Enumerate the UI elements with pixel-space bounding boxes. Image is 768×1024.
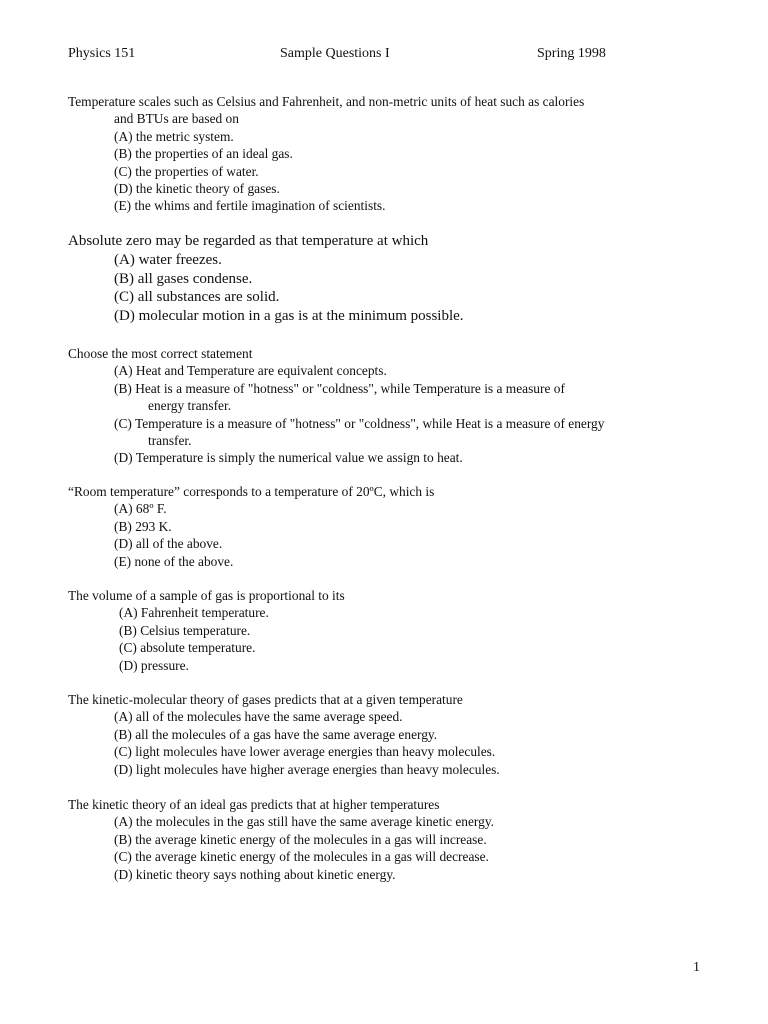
term-label: Spring 1998 [537, 46, 606, 61]
answer-option: (A) the molecules in the gas still have the same average kinetic energy. [114, 814, 495, 830]
question-stem: “Room temperature” corresponds to a temperature of 20ºC, which is [68, 484, 435, 499]
answer-option: (C) light molecules have lower average energies than heavy molecules. [114, 744, 496, 760]
answer-option-continued: transfer. [148, 433, 192, 449]
question-7 [68, 796, 708, 883]
answer-option: (B) the properties of an ideal gas. [114, 146, 293, 162]
question-stem-continued: and BTUs are based on [114, 111, 239, 127]
answer-option: (C) the properties of water. [114, 163, 259, 179]
answer-option-continued: energy transfer. [148, 398, 232, 414]
answer-option: (A) all of the molecules have the same average speed. [114, 709, 403, 725]
answer-option: (A) Heat and Temperature are equivalent concepts. [114, 363, 387, 379]
page-number: 1 [693, 960, 700, 975]
question-stem: Absolute zero may be regarded as that temperature at which [68, 233, 429, 249]
question-6 [68, 691, 708, 778]
question-4 [68, 483, 708, 570]
document-title: Sample Questions I [280, 46, 390, 61]
question-stem: Temperature scales such as Celsius and Fahrenheit, and non-metric units of heat such as calories [68, 94, 585, 109]
answer-option: (C) absolute temperature. [119, 640, 256, 656]
answer-option: (D) pressure. [119, 657, 189, 673]
question-stem: The kinetic theory of an ideal gas predicts that at higher temperatures [68, 797, 440, 812]
answer-option: (D) kinetic theory says nothing about kinetic energy. [114, 866, 396, 882]
page-header [68, 46, 628, 66]
answer-option: (D) Temperature is simply the numerical value we assign to heat. [114, 450, 463, 466]
answer-option: (B) Celsius temperature. [119, 622, 251, 638]
answer-option: (A) 68º F. [114, 501, 167, 517]
answer-option: (A) water freezes. [114, 251, 222, 268]
answer-option: (E) none of the above. [114, 553, 234, 569]
answer-option: (A) Fahrenheit temperature. [119, 605, 269, 621]
question-3 [68, 345, 708, 467]
answer-option: (D) molecular motion in a gas is at the minimum possible. [114, 308, 464, 325]
question-stem: The kinetic-molecular theory of gases predicts that at a given temperature [68, 692, 463, 707]
answer-option: (B) the average kinetic energy of the molecules in a gas will increase. [114, 831, 487, 847]
course-name: Physics 151 [68, 46, 136, 61]
answer-option: (C) the average kinetic energy of the molecules in a gas will decrease. [114, 849, 489, 865]
answer-option: (B) 293 K. [114, 518, 172, 534]
answer-option: (A) the metric system. [114, 128, 234, 144]
answer-option: (B) all gases condense. [114, 270, 253, 287]
question-stem: Choose the most correct statement [68, 346, 253, 361]
answer-option: (E) the whims and fertile imagination of scientists. [114, 198, 386, 214]
answer-option: (D) all of the above. [114, 536, 223, 552]
answer-option: (C) all substances are solid. [114, 289, 280, 306]
answer-option: (D) light molecules have higher average energies than heavy molecules. [114, 761, 500, 777]
answer-option: (B) Heat is a measure of "hotness" or "coldness", while Temperature is a measure of [114, 380, 565, 396]
answer-option: (C) Temperature is a measure of "hotness" or "coldness", while Heat is a measure of energy [114, 415, 605, 431]
answer-option: (D) the kinetic theory of gases. [114, 181, 280, 197]
question-stem: The volume of a sample of gas is proportional to its [68, 588, 345, 603]
question-2 [68, 232, 708, 326]
question-1 [68, 93, 708, 215]
question-5 [68, 587, 708, 674]
answer-option: (B) all the molecules of a gas have the same average energy. [114, 726, 438, 742]
